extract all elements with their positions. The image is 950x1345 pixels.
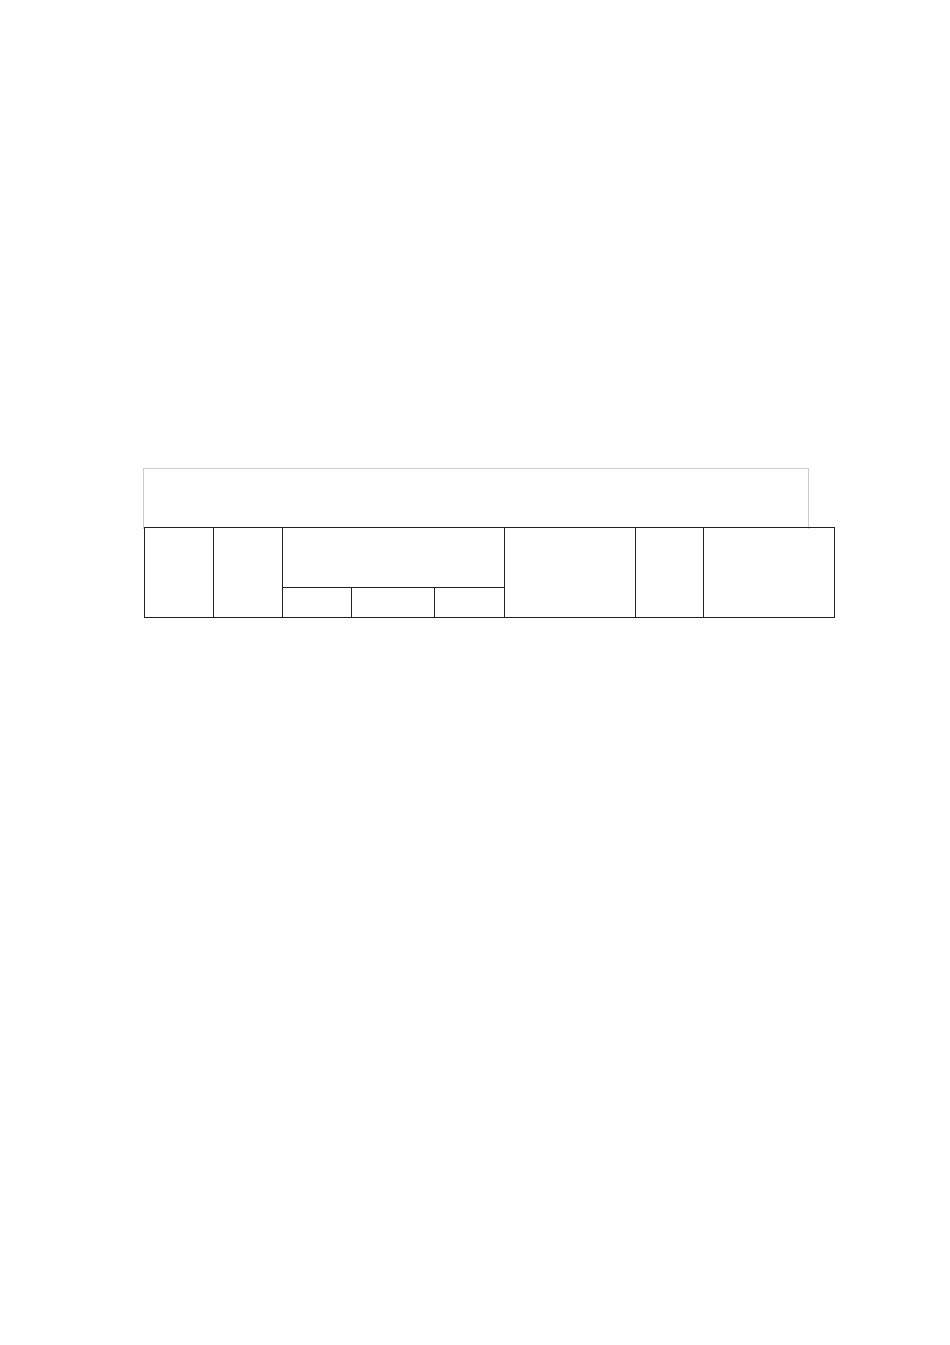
text-frame [143, 468, 809, 529]
drill-pipe-table [144, 527, 835, 618]
header-outer-diameter [145, 528, 214, 618]
header-body-length [283, 528, 505, 588]
header-row [145, 528, 835, 588]
header-grade3 [435, 588, 505, 618]
header-steel-grade [636, 528, 704, 618]
page-cut [144, 1222, 834, 1224]
header-grade2 [352, 588, 435, 618]
header-grade1 [283, 588, 352, 618]
header-rod-length [505, 528, 636, 618]
header-upset-type [704, 528, 835, 618]
header-wall-thickness [214, 528, 283, 618]
